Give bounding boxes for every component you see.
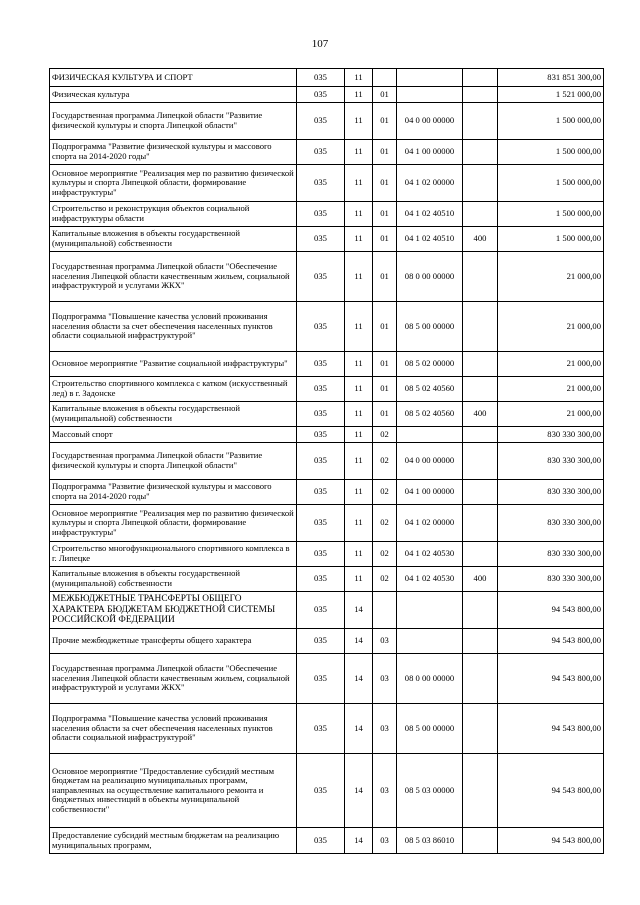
cell-code: 035 xyxy=(297,202,345,227)
table-row xyxy=(50,140,604,165)
cell-amount: 21 000,00 xyxy=(498,352,604,377)
cell-code: 035 xyxy=(297,165,345,202)
cell-code: 035 xyxy=(297,567,345,592)
table-row xyxy=(50,754,604,828)
cell-exp-type xyxy=(463,542,498,567)
cell-article: 08 5 00 00000 xyxy=(397,704,463,754)
cell-subsection: 03 xyxy=(373,704,397,754)
cell-code: 035 xyxy=(297,427,345,443)
table-row xyxy=(50,592,604,629)
cell-subsection: 02 xyxy=(373,443,397,480)
cell-article: 04 1 02 00000 xyxy=(397,165,463,202)
cell-name: Строительство спортивного комплекса с катком (искусственный лед) в г. Задонске xyxy=(50,377,297,402)
table-row xyxy=(50,352,604,377)
cell-code: 035 xyxy=(297,754,345,828)
cell-article: 08 0 00 00000 xyxy=(397,252,463,302)
cell-subsection xyxy=(373,69,397,87)
cell-article: 08 5 03 00000 xyxy=(397,754,463,828)
cell-article xyxy=(397,87,463,103)
cell-name: Прочие межбюджетные трансферты общего характера xyxy=(50,629,297,654)
cell-exp-type xyxy=(463,828,498,854)
cell-section: 14 xyxy=(345,828,373,854)
cell-section: 14 xyxy=(345,654,373,704)
cell-code: 035 xyxy=(297,227,345,252)
cell-name: Подпрограмма "Повышение качества условий проживания населения области за счет обеспечения населенных пунктов области социальной инфраструктурой" xyxy=(50,704,297,754)
table-row xyxy=(50,302,604,352)
cell-name: МЕЖБЮДЖЕТНЫЕ ТРАНСФЕРТЫ ОБЩЕГО ХАРАКТЕРА БЮДЖЕТАМ БЮДЖЕТНОЙ СИСТЕМЫ РОССИЙСКОЙ ФЕДЕРАЦИИ xyxy=(50,592,297,629)
cell-name: ФИЗИЧЕСКАЯ КУЛЬТУРА И СПОРТ xyxy=(50,69,297,87)
cell-subsection: 01 xyxy=(373,227,397,252)
cell-article: 08 5 02 40560 xyxy=(397,402,463,427)
cell-section: 11 xyxy=(345,377,373,402)
cell-code: 035 xyxy=(297,140,345,165)
table-row xyxy=(50,480,604,505)
table-row xyxy=(50,443,604,480)
cell-amount: 21 000,00 xyxy=(498,302,604,352)
cell-exp-type: 400 xyxy=(463,402,498,427)
cell-exp-type xyxy=(463,87,498,103)
cell-amount: 1 500 000,00 xyxy=(498,202,604,227)
cell-amount: 94 543 800,00 xyxy=(498,704,604,754)
cell-subsection: 02 xyxy=(373,542,397,567)
table-row xyxy=(50,252,604,302)
cell-article: 04 1 02 40530 xyxy=(397,567,463,592)
cell-exp-type xyxy=(463,754,498,828)
cell-section: 11 xyxy=(345,165,373,202)
cell-subsection: 02 xyxy=(373,505,397,542)
table-row xyxy=(50,402,604,427)
cell-code: 035 xyxy=(297,252,345,302)
cell-code: 035 xyxy=(297,828,345,854)
cell-section: 14 xyxy=(345,754,373,828)
cell-name: Капитальные вложения в объекты государственной (муниципальной) собственности xyxy=(50,567,297,592)
cell-code: 035 xyxy=(297,592,345,629)
cell-exp-type xyxy=(463,704,498,754)
cell-amount: 1 500 000,00 xyxy=(498,103,604,140)
cell-exp-type xyxy=(463,302,498,352)
cell-name: Государственная программа Липецкой области "Обеспечение населения Липецкой области качественным жильем, социальной инфраструктурой и услугами ЖКХ" xyxy=(50,654,297,704)
cell-amount: 830 330 300,00 xyxy=(498,505,604,542)
cell-article xyxy=(397,629,463,654)
cell-code: 035 xyxy=(297,654,345,704)
cell-code: 035 xyxy=(297,103,345,140)
cell-section: 11 xyxy=(345,103,373,140)
cell-code: 035 xyxy=(297,629,345,654)
cell-article: 04 1 02 40510 xyxy=(397,227,463,252)
cell-exp-type xyxy=(463,480,498,505)
cell-amount: 1 521 000,00 xyxy=(498,87,604,103)
cell-exp-type xyxy=(463,377,498,402)
cell-name: Капитальные вложения в объекты государственной (муниципальной) собственности xyxy=(50,402,297,427)
cell-section: 11 xyxy=(345,202,373,227)
cell-exp-type: 400 xyxy=(463,227,498,252)
cell-amount: 1 500 000,00 xyxy=(498,227,604,252)
table-row xyxy=(50,427,604,443)
cell-name: Государственная программа Липецкой области "Обеспечение населения Липецкой области качественным жильем, социальной инфраструктурой и услугами ЖКХ" xyxy=(50,252,297,302)
cell-article: 04 1 02 40530 xyxy=(397,542,463,567)
cell-article: 08 0 00 00000 xyxy=(397,654,463,704)
cell-section: 11 xyxy=(345,542,373,567)
cell-amount: 94 543 800,00 xyxy=(498,654,604,704)
cell-article xyxy=(397,69,463,87)
cell-section: 11 xyxy=(345,87,373,103)
cell-subsection: 01 xyxy=(373,402,397,427)
cell-subsection: 03 xyxy=(373,654,397,704)
cell-article: 04 1 00 00000 xyxy=(397,480,463,505)
cell-name: Предоставление субсидий местным бюджетам на реализацию муниципальных программ, xyxy=(50,828,297,854)
table-row xyxy=(50,629,604,654)
cell-name: Подпрограмма "Развитие физической культуры и массового спорта на 2014-2020 годы" xyxy=(50,140,297,165)
cell-article: 08 5 00 00000 xyxy=(397,302,463,352)
cell-name: Государственная программа Липецкой области "Развитие физической культуры и спорта Липецкой области" xyxy=(50,443,297,480)
cell-name: Подпрограмма "Повышение качества условий проживания населения области за счет обеспечения населенных пунктов области социальной инфраструктурой" xyxy=(50,302,297,352)
cell-section: 11 xyxy=(345,480,373,505)
cell-amount: 830 330 300,00 xyxy=(498,443,604,480)
cell-amount: 830 330 300,00 xyxy=(498,427,604,443)
cell-subsection: 02 xyxy=(373,480,397,505)
cell-exp-type xyxy=(463,352,498,377)
cell-section: 11 xyxy=(345,69,373,87)
table-row xyxy=(50,377,604,402)
cell-subsection: 01 xyxy=(373,252,397,302)
cell-article xyxy=(397,592,463,629)
cell-subsection: 01 xyxy=(373,377,397,402)
cell-subsection: 02 xyxy=(373,427,397,443)
cell-code: 035 xyxy=(297,352,345,377)
cell-amount: 94 543 800,00 xyxy=(498,592,604,629)
cell-code: 035 xyxy=(297,402,345,427)
cell-section: 11 xyxy=(345,443,373,480)
cell-article: 04 1 02 00000 xyxy=(397,505,463,542)
table-row xyxy=(50,165,604,202)
cell-amount: 94 543 800,00 xyxy=(498,754,604,828)
cell-subsection: 03 xyxy=(373,828,397,854)
cell-exp-type xyxy=(463,629,498,654)
cell-name: Капитальные вложения в объекты государственной (муниципальной) собственности xyxy=(50,227,297,252)
cell-section: 14 xyxy=(345,704,373,754)
cell-section: 11 xyxy=(345,140,373,165)
cell-subsection: 01 xyxy=(373,87,397,103)
cell-article: 04 0 00 00000 xyxy=(397,103,463,140)
page-number: 107 xyxy=(311,38,329,50)
cell-name: Строительство и реконструкция объектов социальной инфраструктуры области xyxy=(50,202,297,227)
table-row xyxy=(50,505,604,542)
cell-exp-type: 400 xyxy=(463,567,498,592)
cell-subsection: 01 xyxy=(373,352,397,377)
cell-section: 11 xyxy=(345,505,373,542)
cell-subsection: 01 xyxy=(373,302,397,352)
cell-name: Основное мероприятие "Развитие социальной инфраструктуры" xyxy=(50,352,297,377)
cell-subsection: 01 xyxy=(373,103,397,140)
budget-table xyxy=(49,68,604,854)
cell-amount: 21 000,00 xyxy=(498,252,604,302)
cell-name: Массовый спорт xyxy=(50,427,297,443)
cell-exp-type xyxy=(463,202,498,227)
cell-exp-type xyxy=(463,252,498,302)
cell-exp-type xyxy=(463,592,498,629)
table-row xyxy=(50,567,604,592)
cell-code: 035 xyxy=(297,87,345,103)
cell-subsection: 02 xyxy=(373,567,397,592)
cell-name: Подпрограмма "Развитие физической культуры и массового спорта на 2014-2020 годы" xyxy=(50,480,297,505)
cell-code: 035 xyxy=(297,704,345,754)
table-row xyxy=(50,202,604,227)
cell-article xyxy=(397,427,463,443)
cell-section: 11 xyxy=(345,227,373,252)
table-row xyxy=(50,542,604,567)
cell-article: 08 5 02 00000 xyxy=(397,352,463,377)
cell-section: 11 xyxy=(345,427,373,443)
cell-subsection: 01 xyxy=(373,140,397,165)
cell-amount: 830 330 300,00 xyxy=(498,567,604,592)
cell-name: Физическая культура xyxy=(50,87,297,103)
cell-amount: 94 543 800,00 xyxy=(498,828,604,854)
cell-code: 035 xyxy=(297,480,345,505)
cell-exp-type xyxy=(463,427,498,443)
cell-code: 035 xyxy=(297,377,345,402)
cell-amount: 830 330 300,00 xyxy=(498,480,604,505)
cell-article: 08 5 02 40560 xyxy=(397,377,463,402)
cell-section: 14 xyxy=(345,592,373,629)
cell-amount: 831 851 300,00 xyxy=(498,69,604,87)
table-row xyxy=(50,704,604,754)
cell-section: 11 xyxy=(345,302,373,352)
cell-section: 11 xyxy=(345,252,373,302)
cell-subsection: 03 xyxy=(373,754,397,828)
table-row xyxy=(50,828,604,854)
cell-code: 035 xyxy=(297,505,345,542)
cell-name: Основное мероприятие "Реализация мер по развитию физической культуры и спорта Липецкой области, формирование инфраструктуры" xyxy=(50,165,297,202)
cell-amount: 830 330 300,00 xyxy=(498,542,604,567)
cell-subsection: 03 xyxy=(373,629,397,654)
cell-subsection: 01 xyxy=(373,202,397,227)
cell-name: Основное мероприятие "Реализация мер по развитию физической культуры и спорта Липецкой области, формирование инфраструктуры" xyxy=(50,505,297,542)
cell-article: 08 5 03 86010 xyxy=(397,828,463,854)
cell-amount: 94 543 800,00 xyxy=(498,629,604,654)
cell-amount: 1 500 000,00 xyxy=(498,140,604,165)
cell-section: 11 xyxy=(345,567,373,592)
cell-section: 11 xyxy=(345,402,373,427)
table-row xyxy=(50,69,604,87)
cell-amount: 1 500 000,00 xyxy=(498,165,604,202)
cell-exp-type xyxy=(463,443,498,480)
cell-subsection xyxy=(373,592,397,629)
cell-code: 035 xyxy=(297,542,345,567)
cell-code: 035 xyxy=(297,302,345,352)
cell-exp-type xyxy=(463,654,498,704)
table-row xyxy=(50,103,604,140)
cell-code: 035 xyxy=(297,69,345,87)
table-row xyxy=(50,227,604,252)
cell-exp-type xyxy=(463,140,498,165)
cell-amount: 21 000,00 xyxy=(498,402,604,427)
cell-section: 11 xyxy=(345,352,373,377)
cell-subsection: 01 xyxy=(373,165,397,202)
cell-exp-type xyxy=(463,103,498,140)
cell-article: 04 1 00 00000 xyxy=(397,140,463,165)
cell-amount: 21 000,00 xyxy=(498,377,604,402)
cell-exp-type xyxy=(463,69,498,87)
cell-name: Строительство многофункционального спортивного комплекса в г. Липецке xyxy=(50,542,297,567)
cell-article: 04 1 02 40510 xyxy=(397,202,463,227)
cell-code: 035 xyxy=(297,443,345,480)
table-row xyxy=(50,87,604,103)
cell-article: 04 0 00 00000 xyxy=(397,443,463,480)
cell-section: 14 xyxy=(345,629,373,654)
cell-exp-type xyxy=(463,165,498,202)
cell-name: Государственная программа Липецкой области "Развитие физической культуры и спорта Липецкой области" xyxy=(50,103,297,140)
cell-name: Основное мероприятие "Предоставление субсидий местным бюджетам на реализацию муниципальных программ, направленных на осуществление капитального ремонта и бюджетных инвестиций в объекты муниципальной собственности" xyxy=(50,754,297,828)
cell-exp-type xyxy=(463,505,498,542)
table-row xyxy=(50,654,604,704)
